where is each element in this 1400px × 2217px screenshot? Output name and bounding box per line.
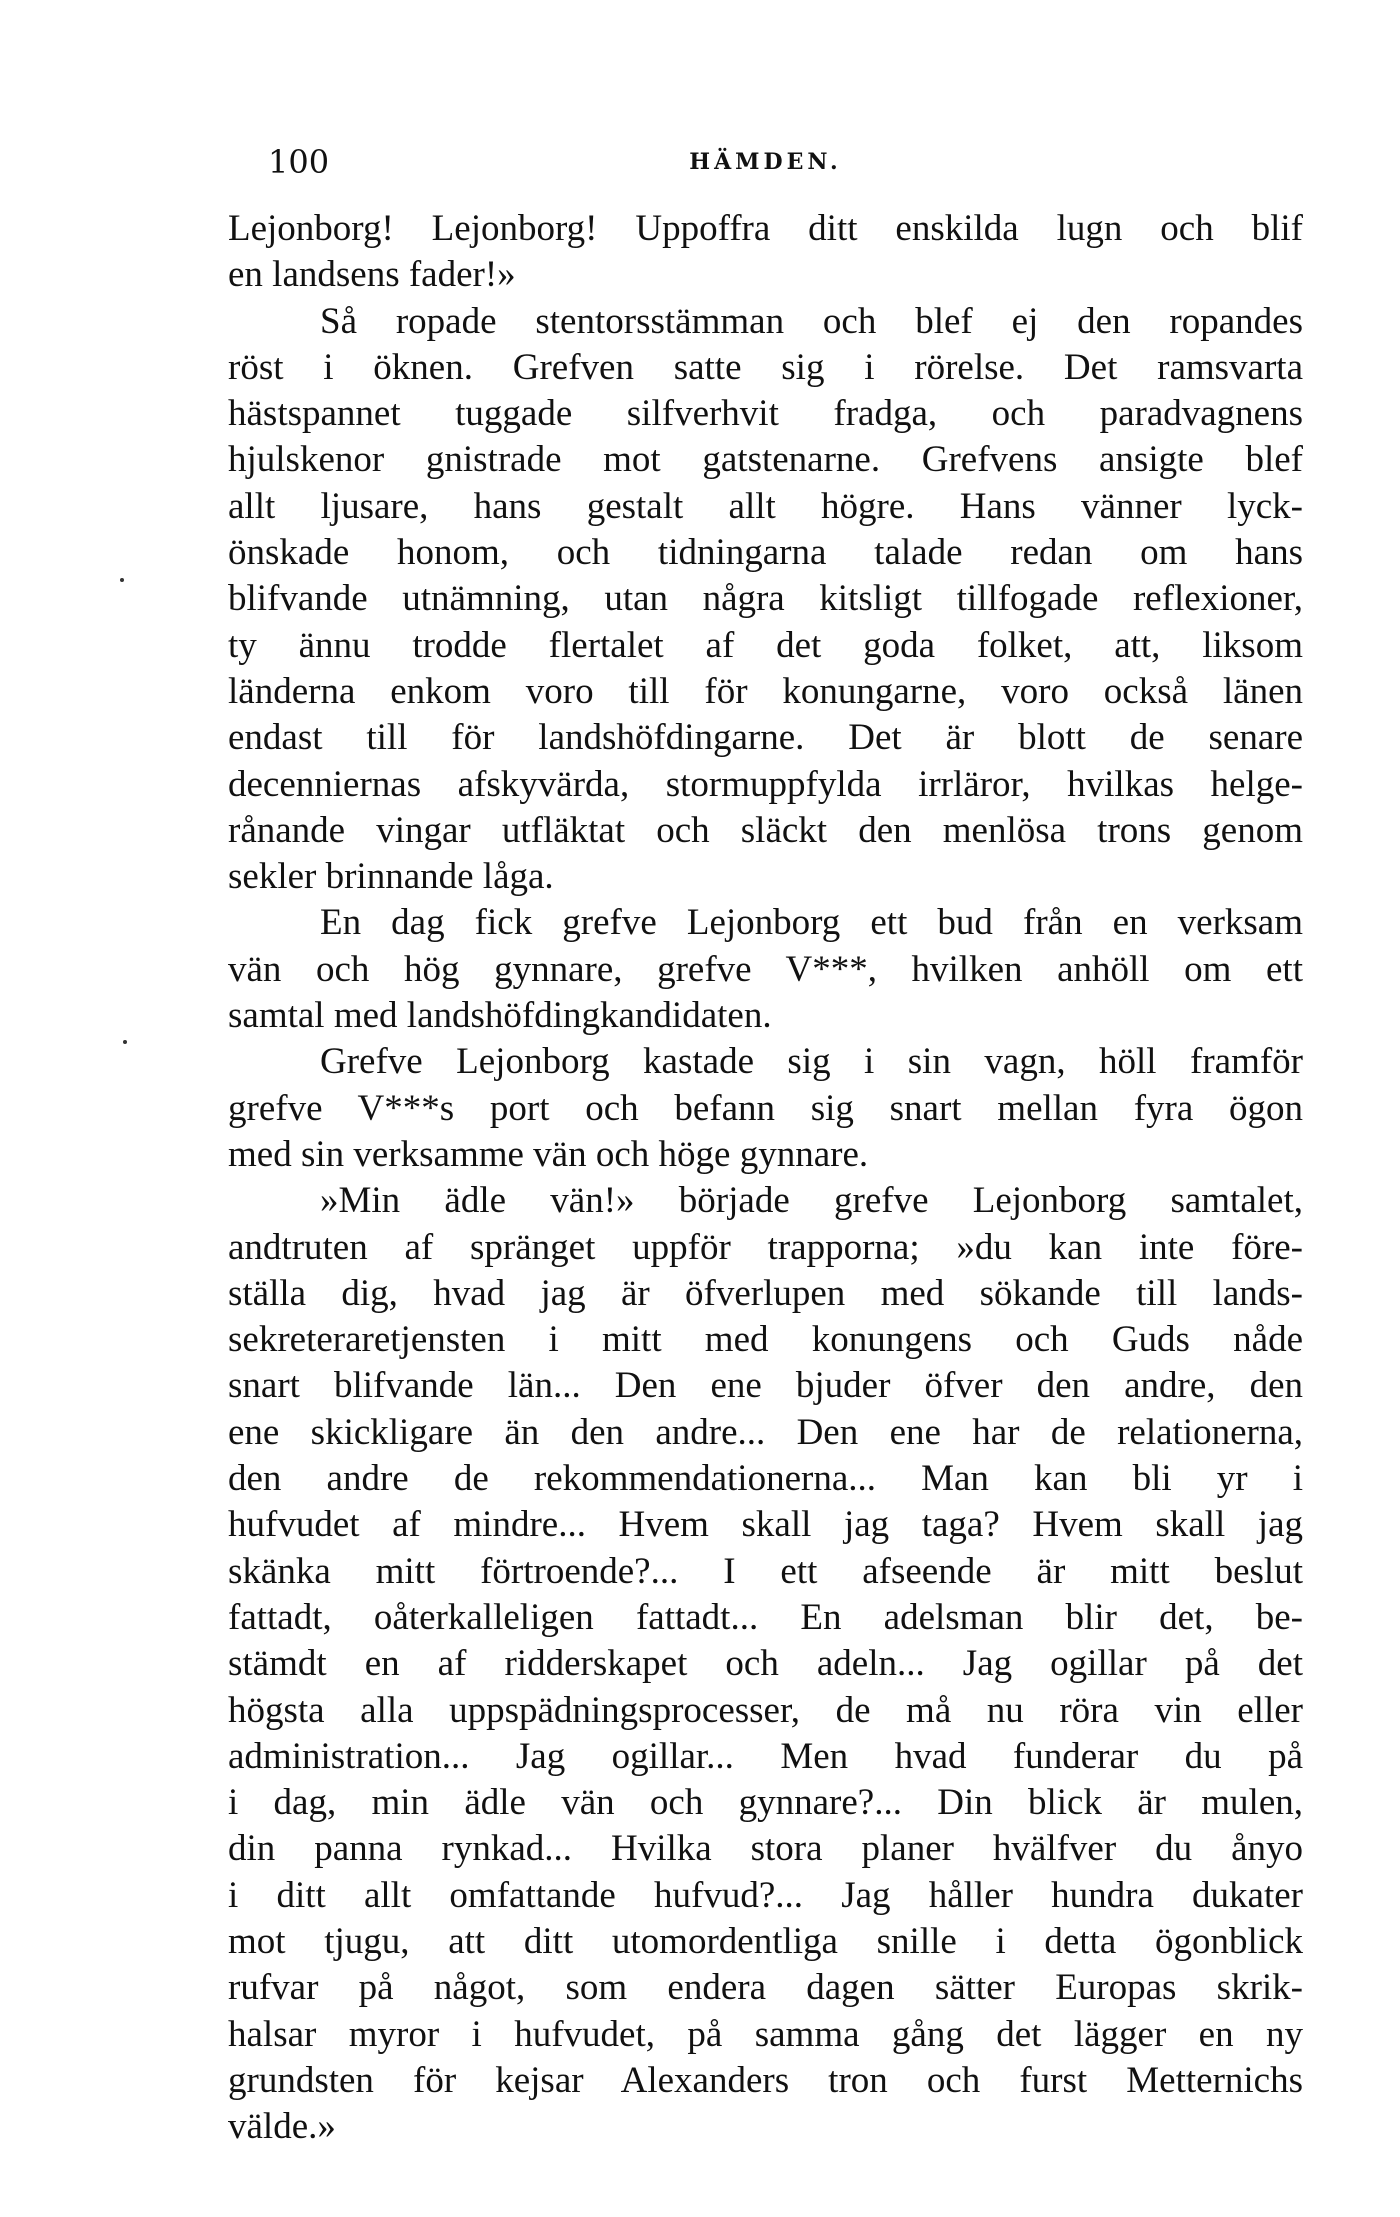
text-line: hästspannet tuggade silfverhvit fradga, och paradvagnens — [228, 393, 1303, 435]
text-line: önskade honom, och tidningarna talade redan om hans — [228, 532, 1303, 574]
text-line: samtal med landshöfdingkandidaten. — [228, 995, 772, 1037]
text-line: ene skickligare än den andre... Den ene har de relationerna, — [228, 1411, 1303, 1453]
text-line: decenniernas afskyvärda, stormuppfylda irrläror, hvilkas helge- — [228, 763, 1303, 805]
text-line: välde.» — [228, 2106, 336, 2148]
book-page — [228, 138, 1303, 2150]
text-line: skänka mitt förtroende?... I ett afseende är mitt beslut — [228, 1550, 1303, 1592]
text-line: »Min ädle vän!» började grefve Lejonborg samtalet, — [320, 1180, 1303, 1222]
text-line: fattadt, oåterkalleligen fattadt... En adelsman blir det, be- — [228, 1596, 1303, 1638]
text-line: röst i öknen. Grefven satte sig i rörelse. Det ramsvarta — [228, 346, 1303, 388]
text-line: blifvande utnämning, utan några kitsligt tillfogade reflexioner, — [228, 578, 1303, 620]
text-line: grundsten för kejsar Alexanders tron och furst Metternichs — [228, 2059, 1303, 2101]
text-line: grefve V***s port och befann sig snart mellan fyra ögon — [228, 1087, 1303, 1129]
text-line: sekreteraretjensten i mitt med konungens och Guds nåde — [228, 1319, 1303, 1361]
text-line: högsta alla uppspädningsprocesser, de må nu röra vin eller — [228, 1689, 1303, 1731]
text-line: Lejonborg! Lejonborg! Uppoffra ditt enskilda lugn och blif — [228, 208, 1303, 249]
text-line: vän och hög gynnare, grefve V***, hvilken anhöll om ett — [228, 948, 1303, 990]
text-line: Så ropade stentorsstämman och blef ej den ropandes — [320, 300, 1303, 342]
page-number: 100 — [268, 143, 330, 181]
text-line: En dag fick grefve Lejonborg ett bud från en verksam — [320, 902, 1303, 944]
text-line: rånande vingar utfläktat och släckt den menlösa trons genom — [228, 809, 1303, 851]
text-line: andtruten af spränget uppför trapporna; »du kan inte före- — [228, 1226, 1303, 1268]
text-line: med sin verksamme vän och höge gynnare. — [228, 1133, 869, 1175]
text-line: hjulskenor gnistrade mot gatstenarne. Grefvens ansigte blef — [228, 439, 1303, 481]
text-line: halsar myror i hufvudet, på samma gång det lägger en ny — [228, 2013, 1303, 2055]
text-line: stämdt en af ridderskapet och adeln... Jag ogillar på det — [228, 1643, 1303, 1685]
body-text — [228, 206, 1303, 2150]
margin-dot — [120, 578, 124, 582]
text-line: mot tjugu, att ditt utomordentliga snille i detta ögonblick — [228, 1920, 1303, 1962]
text-line: ty ännu trodde flertalet af det goda folket, att, liksom — [228, 624, 1303, 666]
margin-dot — [123, 1040, 127, 1044]
text-line: en landsens fader!» — [228, 254, 516, 296]
text-line: länderna enkom voro till för konungarne, voro också länen — [228, 670, 1303, 712]
text-line: endast till för landshöfdingarne. Det är blott de senare — [228, 717, 1303, 759]
text-line: din panna rynkad... Hvilka stora planer hvälfver du ånyo — [228, 1828, 1303, 1870]
text-line: ställa dig, hvad jag är öfverlupen med sökande till lands- — [228, 1272, 1303, 1314]
text-line: allt ljusare, hans gestalt allt högre. Hans vänner lyck- — [228, 485, 1303, 527]
text-line: hufvudet af mindre... Hvem skall jag taga? Hvem skall jag — [228, 1504, 1303, 1546]
text-line: sekler brinnande låga. — [228, 856, 554, 898]
text-line: snart blifvande län... Den ene bjuder öfver den andre, den — [228, 1365, 1303, 1407]
text-line: administration... Jag ogillar... Men hvad funderar du på — [228, 1735, 1303, 1777]
text-line: den andre de rekommendationerna... Man kan bli yr i — [228, 1458, 1303, 1500]
text-line: rufvar på något, som endera dagen sätter Europas skrik- — [228, 1967, 1303, 2009]
running-title: HÄMDEN. — [689, 149, 842, 175]
text-line: Grefve Lejonborg kastade sig i sin vagn, höll framför — [320, 1041, 1303, 1083]
text-line: i ditt allt omfattande hufvud?... Jag håller hundra dukater — [228, 1874, 1303, 1916]
running-head — [228, 138, 1303, 186]
text-line: i dag, min ädle vän och gynnare?... Din blick är mulen, — [228, 1782, 1303, 1824]
